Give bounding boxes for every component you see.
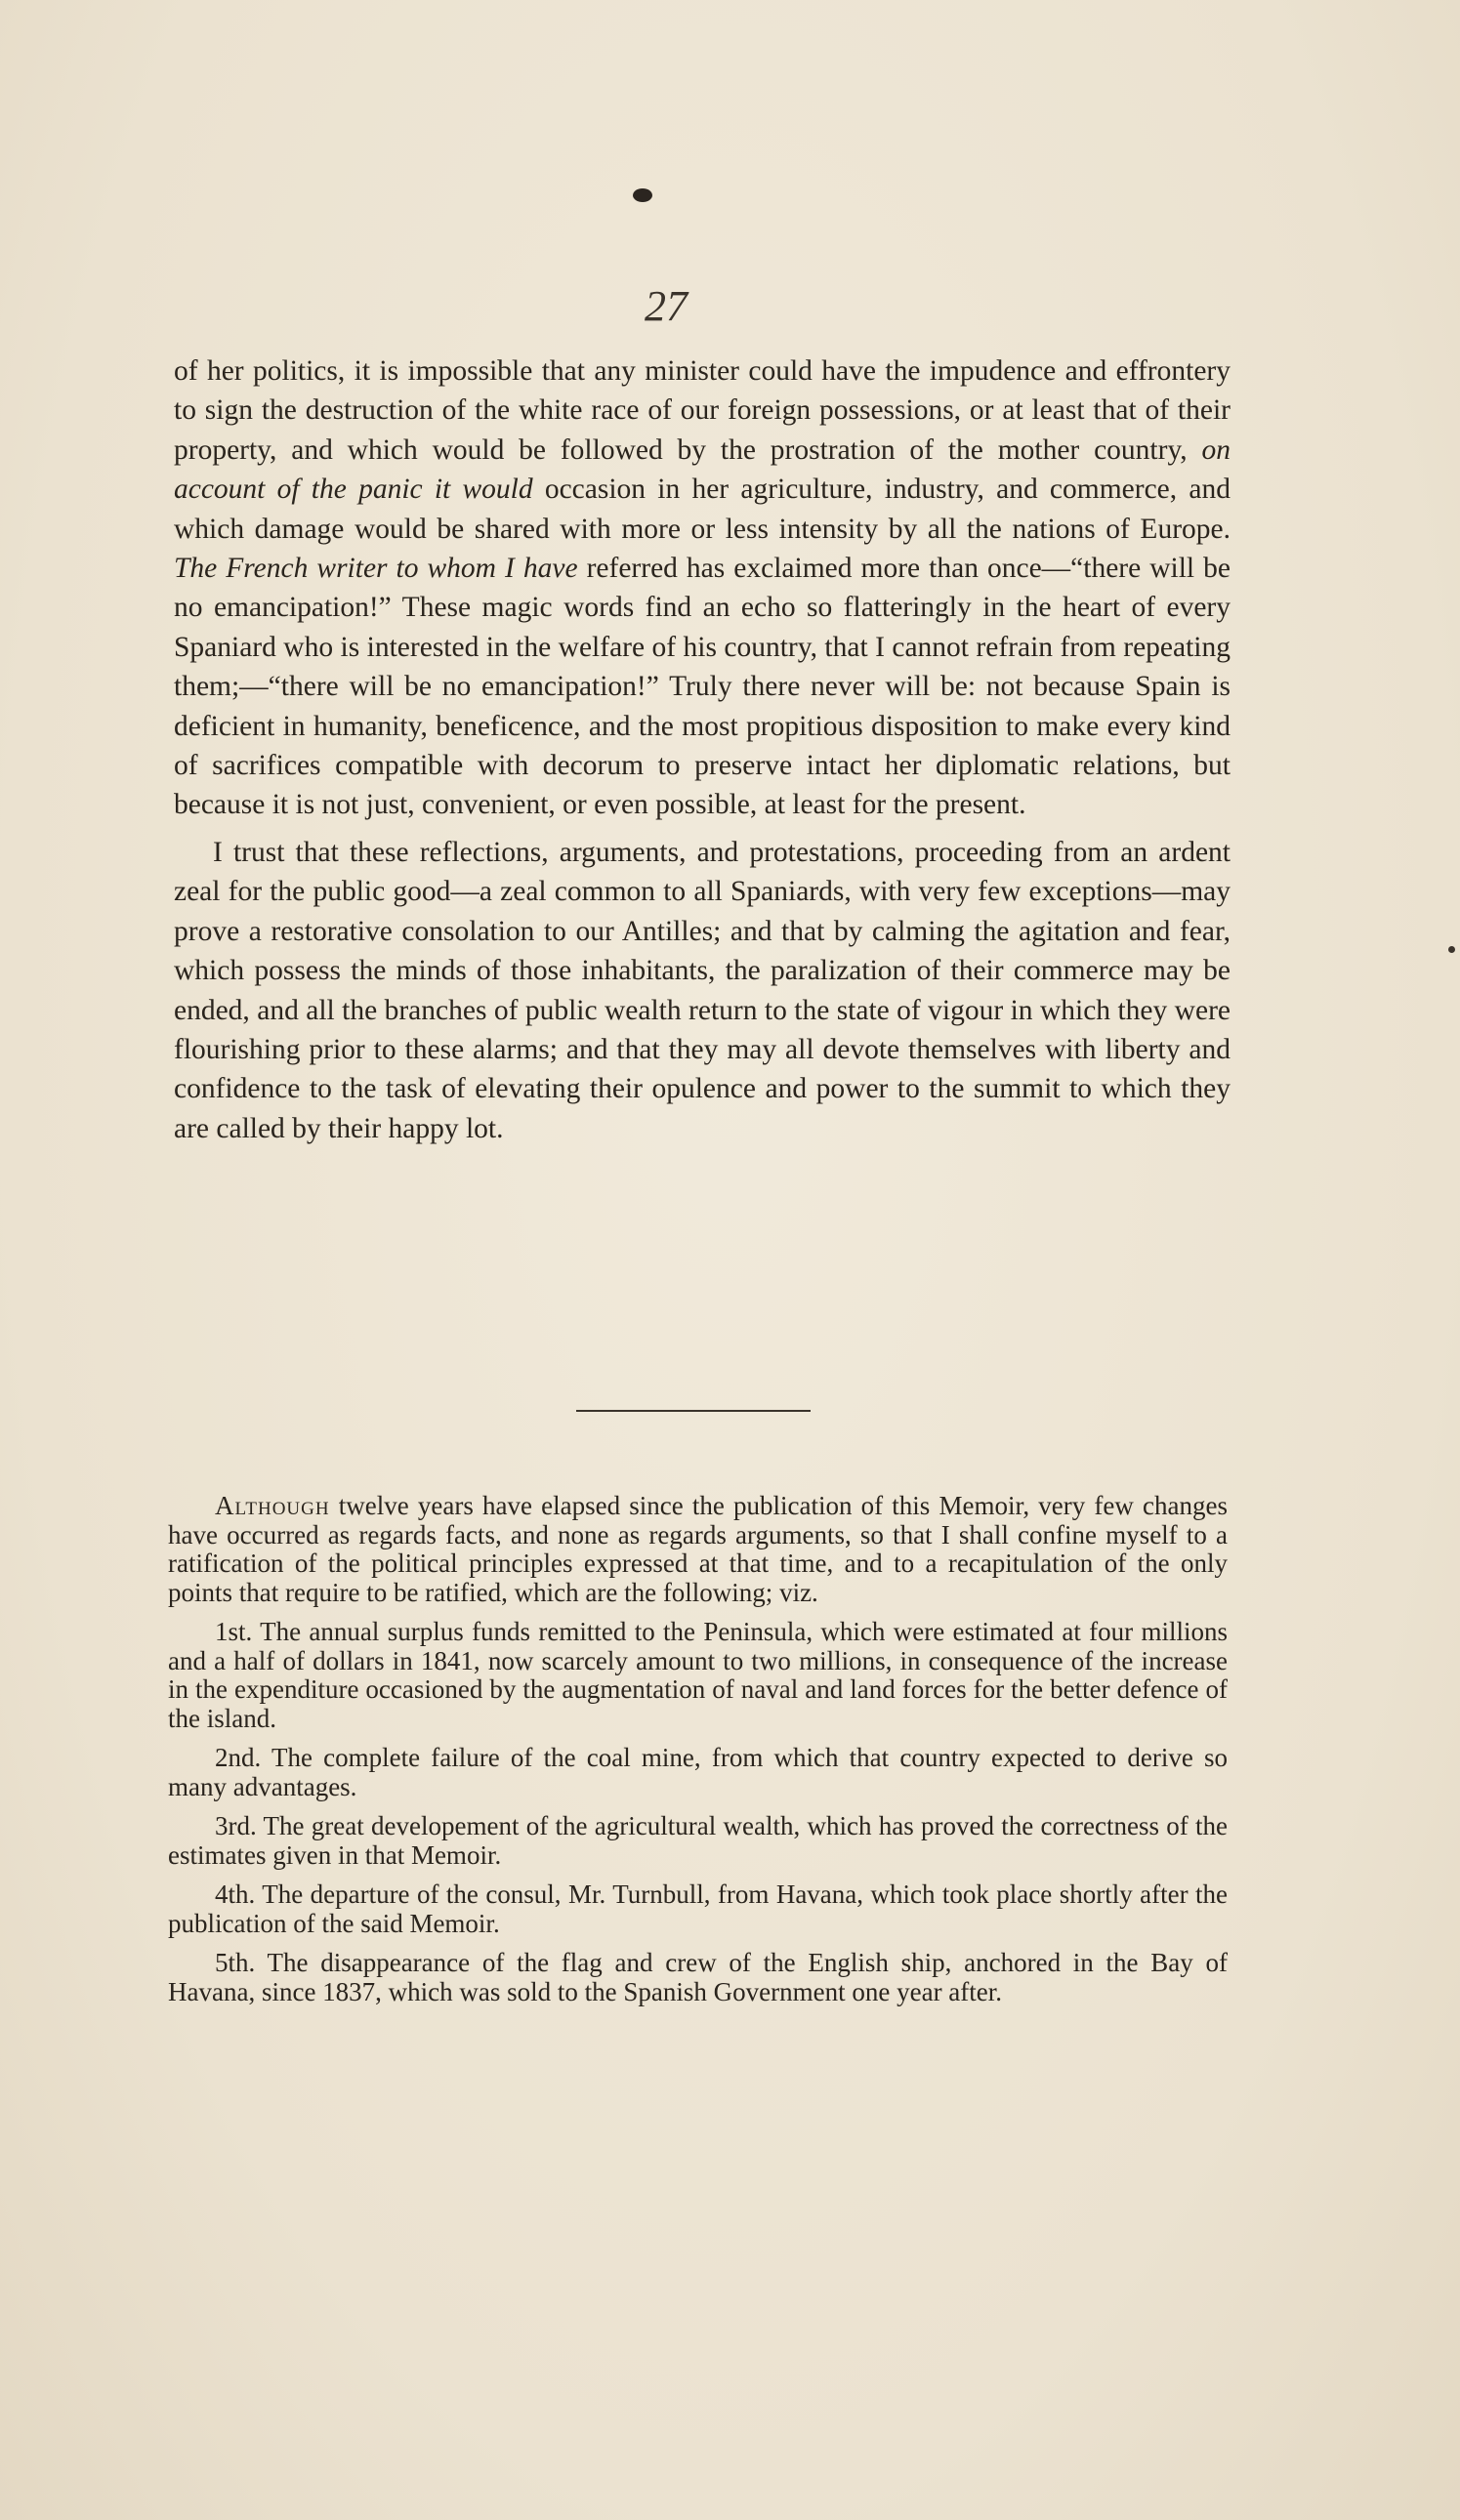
main-body-text bbox=[174, 351, 1231, 1148]
note-item: 2nd. The complete failure of the coal mine, from which that country expected to derive so many advantages. bbox=[168, 1743, 1228, 1801]
text-run: occasion in her agriculture, industry, and commerce, and which damage would be shared with more or less intensity by all the nations of Europe. bbox=[174, 474, 1231, 545]
main-paragraph-1 bbox=[174, 351, 1231, 825]
italic-phrase: on account of the panic it would bbox=[174, 434, 1231, 506]
ink-blot bbox=[633, 188, 652, 202]
margin-speck bbox=[1448, 946, 1455, 953]
note-item: 4th. The departure of the consul, Mr. Turnbull, from Havana, which took place shortly after the publication of the said Memoir. bbox=[168, 1880, 1228, 1938]
note-intro-rest: twelve years have elapsed since the publication of this Memoir, very few changes have occurred as regards facts, and none as regards arguments, so that I shall confine myself to a ratification of the political principles expressed at that time, and to a recapitulation of the only points that require to be ratified, which are the following; viz. bbox=[168, 1491, 1228, 1607]
note-item: 5th. The disappearance of the flag and crew of the English ship, anchored in the Bay of Havana, since 1837, which was sold to the Spanish Government one year after. bbox=[168, 1948, 1228, 2006]
italic-phrase: The French writer to whom I have bbox=[174, 553, 578, 585]
text-run: of her politics, it is impossible that any minister could have the impudence and effrontery to sign the destruction of the white race of our foreign possessions, or at least that of their property, and which would be followed by the prostration of the mother country, bbox=[174, 355, 1231, 466]
note-intro-word: Although bbox=[215, 1491, 330, 1520]
note-intro bbox=[168, 1492, 1228, 1607]
page-number: 27 bbox=[645, 282, 688, 330]
main-paragraph-2: I trust that these reflections, arguments, and protestations, proceeding from an ardent zeal for the public good—a zeal common to all Spaniards, with very few exceptions—may prove a restorative consolation to our Antilles; and that by calming the agitation and fear, which possess the minds of those inhabitants, the paralization of their commerce may be ended, and all the branches of public wealth return to the state of vigour in which they were flourishing prior to these alarms; and that they may all devote themselves with liberty and confidence to the task of elevating their opulence and power to the summit to which they are called by their happy lot. bbox=[174, 836, 1231, 1144]
note-item: 3rd. The great developement of the agricultural wealth, which has proved the correctness of the estimates given in that Memoir. bbox=[168, 1811, 1228, 1870]
note-item: 1st. The annual surplus funds remitted to the Peninsula, which were estimated at four millions and a half of dollars in 1841, now scarcely amount to two millions, in consequence of the increase in the expenditure occasioned by the augmentation of naval and land forces for the better defence of the island. bbox=[168, 1617, 1228, 1733]
section-divider bbox=[576, 1410, 811, 1412]
appended-note bbox=[168, 1492, 1228, 2017]
text-run: referred has exclaimed more than once—“there will be no emancipation!” These magic words find an echo so flatteringly in the heart of every Spaniard who is interested in the welfare of his country, that I cannot refrain from repeating them;—“there will be no emancipation!” Truly there never will be: not because Spain is deficient in humanity, beneficence, and the most propitious disposition to make every kind of sacrifices compatible with decorum to preserve intact her diplomatic relations, but because it is not just, convenient, or even possible, at least for the present. bbox=[174, 553, 1231, 821]
